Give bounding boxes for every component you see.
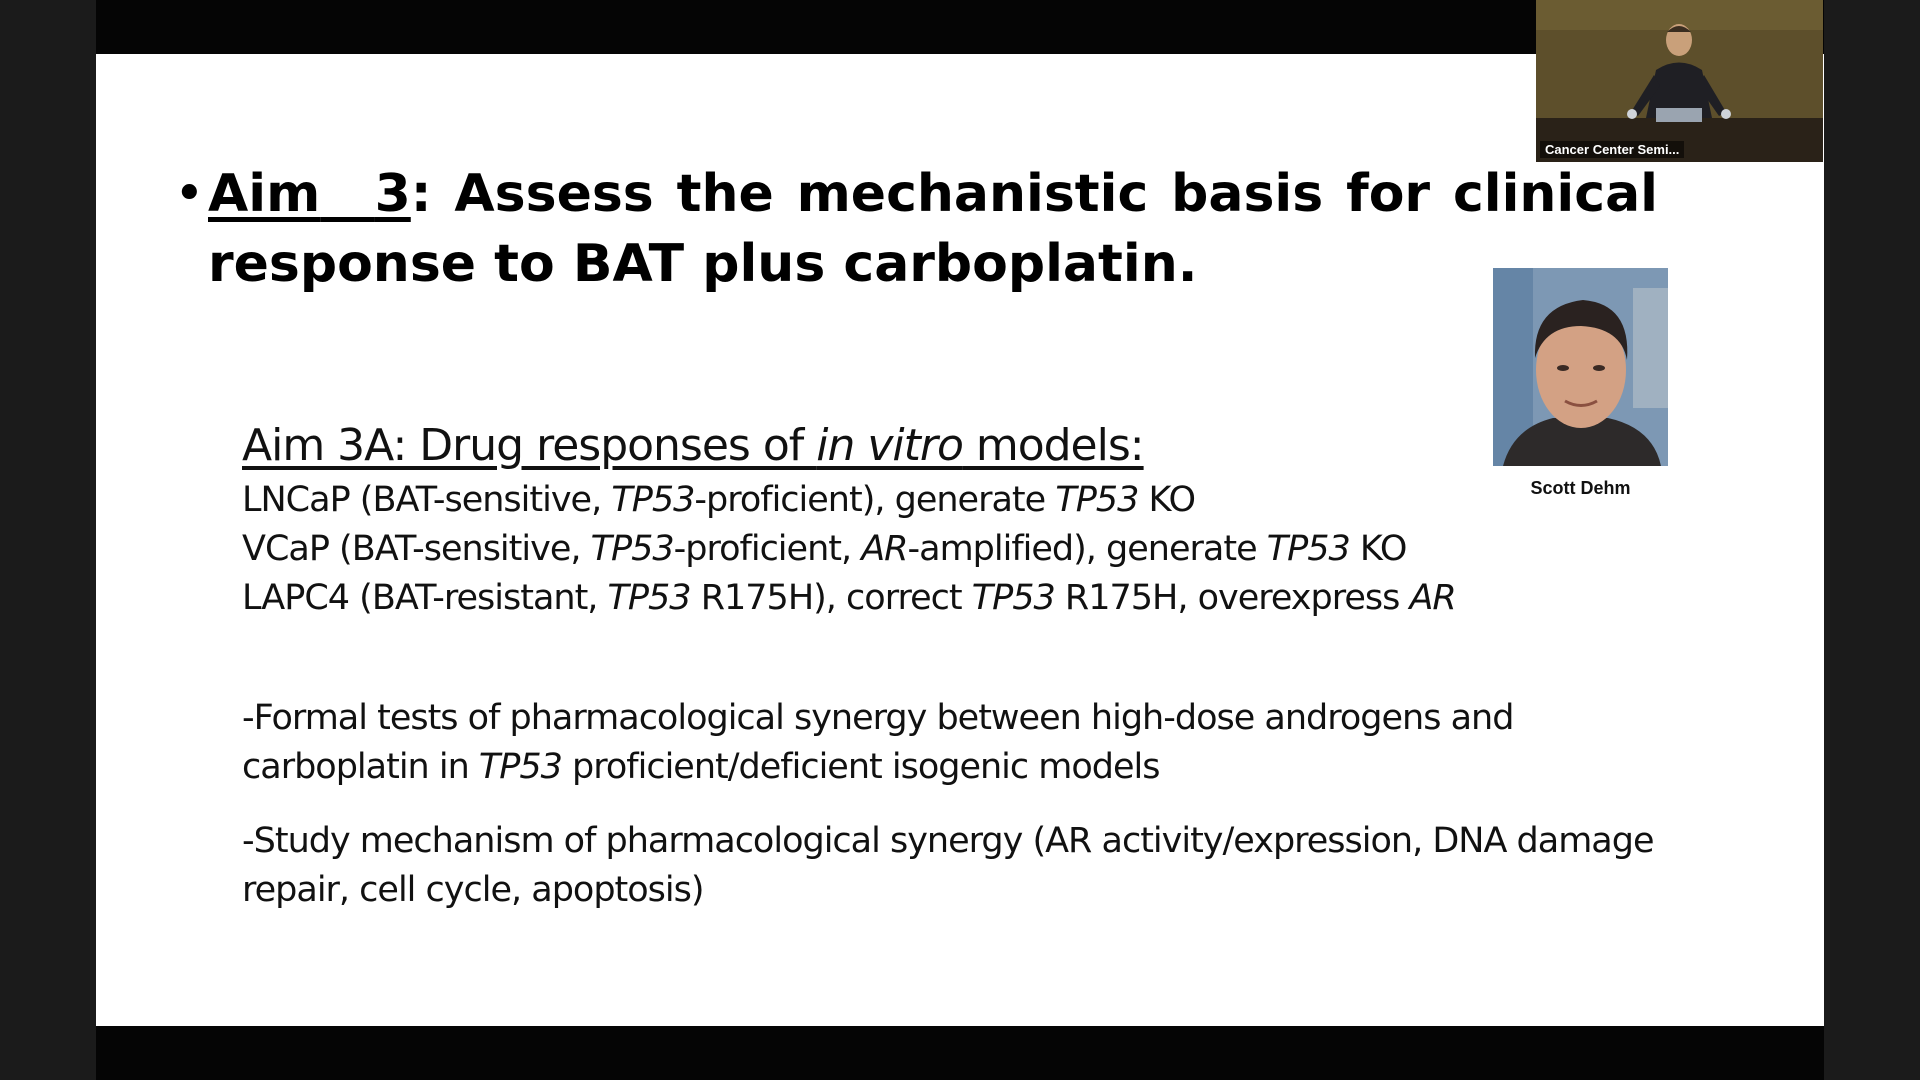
bottom-letterbox xyxy=(96,1026,1824,1080)
aim-3a-heading xyxy=(242,418,1144,474)
title-word: the xyxy=(676,164,774,224)
slide-title xyxy=(174,159,1658,299)
title-line-2: response to BAT plus carboplatin. xyxy=(208,234,1198,294)
title-aim-word: Aim xyxy=(208,164,321,224)
title-colon: : xyxy=(410,164,432,224)
title-word: Assess xyxy=(454,164,654,224)
title-aim-number: 3 xyxy=(374,164,411,224)
speaker-portrait-photo xyxy=(1493,268,1668,466)
model-line: LAPC4 (BAT-resistant, TP53 R175H), correct TP53 R175H, overexpress AR xyxy=(242,578,1456,618)
portrait-illustration xyxy=(1493,268,1668,466)
model-list xyxy=(242,476,1662,623)
webcam-video-feed xyxy=(1536,0,1823,162)
model-line: LNCaP (BAT-sensitive, TP53-proficient), generate TP53 KO xyxy=(242,480,1196,520)
model-line: VCaP (BAT-sensitive, TP53-proficient, AR-amplified), generate TP53 KO xyxy=(242,529,1407,569)
portrait-caption: Scott Dehm xyxy=(1530,478,1631,498)
synergy-test-paragraph: -Formal tests of pharmacological synergy between high-dose androgens and carboplatin in TP53 proficient/deficient isogenic models xyxy=(242,698,1514,787)
mechanism-paragraph: -Study mechanism of pharmacological synergy (AR activity/expression, DNA damage repair, cell cycle, apoptosis) xyxy=(242,821,1654,910)
title-bullet: • xyxy=(174,164,205,224)
heading-italic-text: in vitro xyxy=(816,420,963,471)
title-word: mechanistic xyxy=(796,164,1149,224)
heading-text: Aim 3A: Drug responses of xyxy=(242,420,817,471)
heading-text: models: xyxy=(962,420,1144,471)
title-word: basis xyxy=(1171,164,1324,224)
presentation-slide xyxy=(96,54,1824,1026)
webcam-participant-label: Cancer Center Semi... xyxy=(1540,141,1684,158)
title-line-1 xyxy=(208,159,1658,229)
speaker-webcam-tile[interactable] xyxy=(1536,0,1823,162)
title-word: clinical xyxy=(1452,164,1658,224)
title-word: for xyxy=(1346,164,1431,224)
